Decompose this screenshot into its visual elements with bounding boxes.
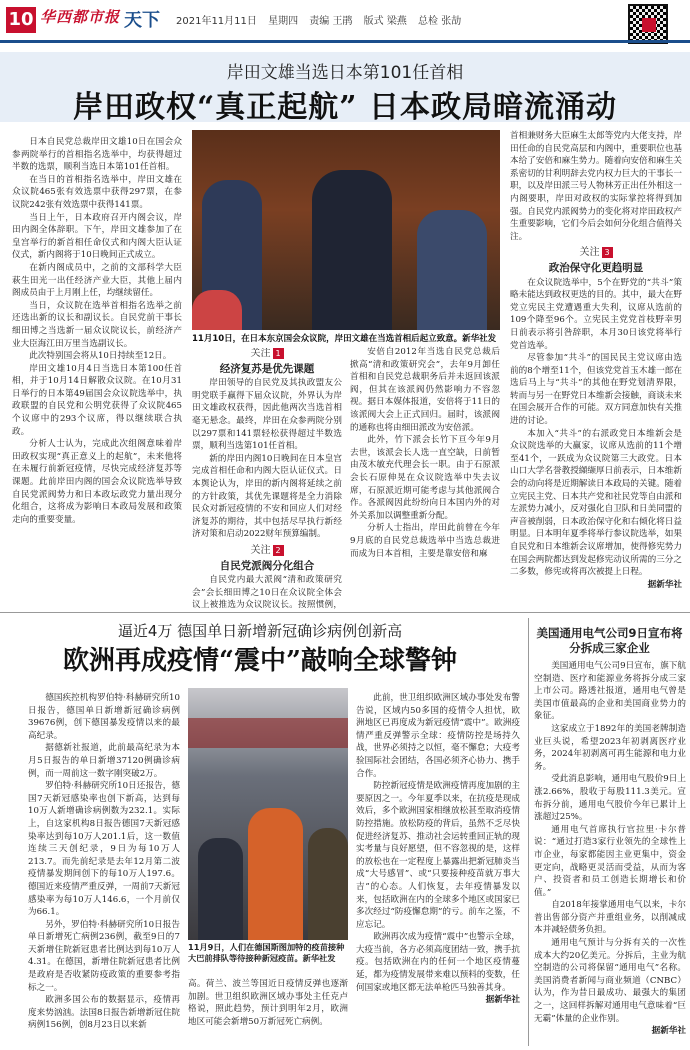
- side-credit: 据新华社: [651, 1026, 686, 1037]
- side-paragraph: 自2018年接掌通用电气以来，卡尔普出售部分资产并重组业务，以削减成本并减轻债务负担。: [534, 900, 686, 936]
- article2-paragraph: 罗伯特·科赫研究所10日还报告，德国7天新冠感染率也创下新高，达到每10万人新增确诊病例数为232.1。实际上，自这家机构8日报告德国7天新冠感染率达到每10万人201.1后，这一数值连续三天创纪录，9日为每10万人213.7。而先前纪录是去年12月第二波疫情暴发期间创下的每10万人197.6。德国近来疫情严重反弹，一周前7天新冠感染率为每10万人146.6，一个月前仅为66.1。: [28, 781, 180, 918]
- side-divider: [528, 618, 529, 1046]
- article1-credit: 据新华社: [647, 579, 682, 590]
- vaccine-bus-photo: [188, 688, 348, 940]
- lead-paragraph: 在新内阁成员中，之前的文部科学大臣萩生田光一出任经济产业大臣，其他上届内阁成员由于上月刚上任，均继续留任。: [12, 262, 182, 299]
- side-paragraph: 受此消息影响，通用电气股价9日上涨2.66%，股收于每股111.3美元。宣布拆分前，通用电气股价今年已累计上涨超过25%。: [534, 774, 686, 823]
- article2-column2-tail: [188, 978, 348, 1044]
- focus1-paragraph: 岸田领导的自民党及其执政盟友公明党联手赢得下届众议院，外界认为岸田文雄政权获得，因此他两次当选首相毫无悬念。最终，岸田在众参两院分别以297票和141票轻松获得超过半数选票，顺利当选第101任首相。: [192, 378, 342, 452]
- focus3-title: 政治保守化更趋明显: [548, 261, 644, 274]
- focus3-tag: 关注 3: [510, 247, 682, 260]
- article2-paragraph: 此前，世卫组织欧洲区域办事处发布警告说，区域内50多国的疫情令人担忧，欧洲地区已再度成为新冠疫情“震中”。欧洲疫情严重反弹警示全球：疫情防控是场持久战，世界必须持之以恒，毫不懈怠；大疫考验国际社会团结，各国必须齐心协力、携手合作。: [356, 693, 520, 779]
- focus1-paragraph: 新的岸田内阁10日晚间在日本皇宫完成首相任命和内阁大臣认证仪式。日本舆论认为，岸田的新内阁将延续之前的方针政策，其优先课题将是全力消除民众对新冠疫情的不安和回应人们对经济复苏的期待，其中包括尽早执行新经济对策和启动2022财年预算编制。: [192, 453, 342, 540]
- lead-paragraph: 此次特别国会将从10日持续至12日。: [29, 351, 172, 362]
- lead-paragraph: 日本自民党总裁岸田文雄10日在国会众参两院举行的首相指名选举中，均获得超过半数的选票，顺利当选日本第101任首相。: [12, 137, 182, 173]
- editor-1: 责编 王鹃: [309, 16, 353, 27]
- continued-paragraph: 首相兼财务大臣麻生太郎等党内大佬支持，岸田任命的自民党高层和内阁中，重要职位也基本给了安倍和麻生势力。随着向安倍和麻生关系密切的甘利明辞去党内权力巨大的干事长一职，以及岸田派三号人物林芳正出任外相这一内阁要职，岸田对政权的实际掌控将得到加强。自民党内派阀势力的变化将对岸田政权产生重要影响，它们今后会如何分化组合值得关注。: [510, 131, 682, 242]
- article1-right-column: [510, 130, 682, 610]
- article2-paragraph: 另外，罗伯特·科赫研究所10日报告单日新增死亡病例236例，截至9日的7天新增住院新冠患者比例达到每10万人4.31。在德国，新增住院新冠患者比例是政府是否收紧防疫政策的重要参考指标之一。: [28, 919, 180, 993]
- focus3-paragraph: 在众议院选举中，5个在野党的“共斗”策略未能达到政权更迭的目的。其中，最大在野党立宪民主党遭遇重大失利，议席从选前的109个降至96个。立宪民主党党首枝野幸男日前表示将引咎辞职，本月30日该党将举行党首选举。: [510, 277, 682, 351]
- editor-3: 总检 张劼: [418, 16, 462, 27]
- section-divider: [0, 612, 690, 613]
- focus1-title: 经济复苏是优先课题: [219, 362, 315, 375]
- focus2-paragraph: 此外，竹下派会长竹下亘今年9月去世，该派会长人选一直空缺，日前暂由茂木敏充代理会长一职。由于石原派会长石原伸晃在众议院选举中失去议席，石原派近期可能考虑与其他派阀合作。各派阀因此纷纷向日本国内外的对外关系加以调整重新分配。: [350, 435, 500, 521]
- weekday: 星期四: [268, 16, 299, 27]
- article1-subtitle: 岸田文雄当选日本第101任首相: [226, 63, 464, 83]
- focus2-tag: 关注 2: [192, 545, 342, 558]
- article1-lead-column: [12, 136, 182, 610]
- section-name: 天下: [124, 10, 160, 31]
- side-article-title: 美国通用电气公司9日宣布将分拆成三家企业: [536, 626, 683, 655]
- focus3-paragraph: 尽管参加“共斗”的国民民主党议席由选前的8个增至11个，但该党党首玉木雄一郎在选后马上与“共斗”的其他在野党划清界限，转而与另一在野党日本维新会接触，商谈未来在国会展开合作的可能。双方同意加快有关推进的讨论。: [510, 353, 682, 427]
- side-paragraph: 这家成立于1892年的美国老牌制造业巨头说，希望2023年初剥离医疗业务，2024年初剥离可再生能源和电力业务。: [534, 723, 686, 772]
- article2-subtitle: 逼近4万 德国单日新增新冠确诊病例创新高: [117, 622, 403, 640]
- editor-2: 版式 梁燕: [363, 16, 407, 27]
- lead-paragraph: 在当日的首相指名选举中，岸田文雄在众议院465张有效选票中获得297票，在参议院242张有效选票中获得141票。: [12, 174, 182, 210]
- lead-paragraph: 当日，众议院在选举首相指名选举之前还选出新的议长和副议长。自民党前干事长细田博之当选新一届众议院议长，前经济产业大臣海江田万里当选副议长。: [12, 300, 182, 349]
- side-paragraph: 美国通用电气公司9日宣布，旗下航空制造、医疗和能源业务将拆分成三家上市公司。路透社报道，通用电气曾是美国市值最高的企业和美国商业势力的象征。: [534, 661, 686, 722]
- article2-paragraph: 德国疾控机构罗伯特·科赫研究所10日报告，德国单日新增新冠确诊病例39676例，创下德国暴发疫情以来的最高纪录。: [28, 693, 180, 741]
- focus1-block: [192, 348, 342, 610]
- page-number: 10: [6, 7, 36, 33]
- article2-paragraph: 据德新社报道，此前最高纪录为本月5日报告的单日新增37120例确诊病例，而一周前这一数字刚突破2万。: [28, 743, 180, 779]
- article2-column3: [356, 692, 520, 1044]
- article2-paragraph: 防控新冠疫情是欧洲疫情再度加剧的主要原因之一。今年夏季以来，在抗疫是现成效后，多个欧洲国家相继放松甚至取消疫情防控措施。放松防疫的背后，虽然不乏尽快促进经济复苏、推动社会运转重回正轨的现实考量与良好愿望，但不容忽视的是，这样的放松也在一定程度上暴露出把新冠肺炎当成“大号感冒”、或“只要接种疫苗就万事大吉”的心态。人们恢复，去年疫情暴发以来，包括欧洲在内的全球多个地区或国家已多次经过“防疫懈怠期”的亏。前车之鉴，不应忘记。: [356, 781, 520, 930]
- page-header: [0, 0, 690, 44]
- focus1-tag: 关注 1: [192, 348, 342, 361]
- article2-column1: [28, 692, 180, 1044]
- focus2-title: 自民党派阀分化组合: [219, 559, 315, 572]
- lead-paragraph: 当日上午，日本政府召开内阁会议，岸田内阁全体辞职。下午，岸田文雄参加了在皇宫举行的新首相任命仪式和内阁大臣认证仪式，新内阁将于10日晚间正式成立。: [12, 212, 182, 261]
- photo1-caption: 11月10日，在日本东京国会众议院，岸田文雄在当选首相后起立致意。新华社发: [192, 334, 497, 344]
- focus2-paragraph: 安倍自2012年当选自民党总裁后掀高“清和政策研究会”，去年9月卸任首相和自民党总裁职务后并未返回该派阀，但其在该派阀仍然影响力不容忽视。据日本媒体报道，安倍将于11日的该派阀大会上正式回归。届时，该派阀的通称也将由细田派改为安倍派。: [350, 347, 500, 433]
- issue-date: 2021年11月11日: [176, 16, 257, 27]
- kishida-photo: [192, 130, 500, 330]
- article1-title: 岸田政权“真正起航” 日本政局暗流涌动: [73, 90, 617, 125]
- focus2-paragraph: 分析人士指出，岸田此前曾在今年9月底的自民党总裁选举中当选总裁进而成为日本首相，主要是靠安倍和麻: [350, 523, 500, 559]
- header-info: [176, 12, 469, 27]
- focus3-paragraph: 本加入“共斗”的右派政党日本维新会是众议院选举的大赢家，议席从选前的11个增至41个，一跃成为众议院第三大政党。日本山口大学名誉教授纐缬厚日前表示，日本维新会的动向将是近期解读日本政局的关键。随着立宪民主党、日本共产党和社民党等自由派和左派势力减小，反对强化自卫队和日美同盟的声音被削弱，日本政治保守化和右倾化将日益明显。日本明年夏季将举行参议院选举，如果自民党和日本维新会议席增加，使得修宪势力在国会两院都达到发起修宪动议所需的三分之二多数，修宪或将再次被提上日程。: [510, 428, 682, 578]
- side-paragraph: 通用电气首席执行官拉里·卡尔普说：“通过打造3家行业领先的全球性上市企业，每家都能因主业更集中，资金更定向，战略更灵活而受益，从而为客户、投资者和员工创造长期增长和价值。”: [534, 824, 686, 898]
- lead-paragraph: 岸田文雄10月4日当选日本第100任首相，并于10月14日解散众议院。在10月31日举行的日本第49届国会众议院选举中，执政联盟的自民党和公明党获得了众议院465个议席中的293个议席，得以继续联合执政。: [12, 363, 182, 437]
- photo2-caption: 11月9日，人们在德国斯图加特的疫苗接种大巴前排队等待接种新冠疫苗。新华社发: [188, 942, 345, 963]
- lead-paragraph: 分析人士认为，完成此次组阁意味着岸田政权实现“真正意义上的起航”，未来他将在未履行前新冠疫情，尽快完成经济复苏等课题。此前岸田内阁的国会众议院选举导致自民党派阀势力和日本政坛政党力量出现分化组合，这将成为影响日本政局发展和政策走向的重要变量。: [12, 439, 182, 525]
- article2-paragraph: 欧洲再次成为疫情“震中”也警示全球，大疫当前，各方必须高度团结一致，携手抗疫。包括欧洲在内的任何一个地区疫情蔓延，都为疫情发展带来难以预料的变数，任何国家或地区都无法单枪匹马独善其身。: [356, 932, 520, 993]
- article2-credit: 据新华社: [485, 995, 520, 1006]
- qr-code-icon: [628, 4, 668, 44]
- focus2-paragraph: 自民党内最大派阀“清和政策研究会”会长细田博之10日在众议院全体会议上被推选为众议院议长。按照惯例，: [192, 575, 342, 610]
- focus2-continued: [350, 346, 500, 610]
- side-paragraph: 通用电气预计与分拆有关的一次性成本大约20亿美元。分拆后，主业为航空制造的公司将保留“通用电气”名称。美国消费者新闻与商业频道（CNBC）认为，作为昔日最成功、最强大的集团之一，这回样拆解对通用电气意味着“巨无霸”体量的企业作别。: [534, 938, 686, 1024]
- newspaper-logo: 华西都市报: [40, 8, 121, 26]
- article2-paragraph: 欧洲多国公布的数据显示，疫情再度来势汹汹。法国8日报告新增新冠住院病例156例，创8月23日以来新: [28, 995, 180, 1031]
- header-rule: [0, 40, 690, 43]
- article2-title: 欧洲再成疫情“震中”敲响全球警钟: [63, 646, 457, 676]
- article2-paragraph: 高。荷兰、波兰等国近日疫情反弹也逐渐加剧。世卫组织欧洲区域办事处主任克卢格说，照此趋势，预计到明年2月，欧洲地区可能会新增50万新冠死亡病例。: [188, 979, 348, 1027]
- side-article-body: [534, 660, 686, 1046]
